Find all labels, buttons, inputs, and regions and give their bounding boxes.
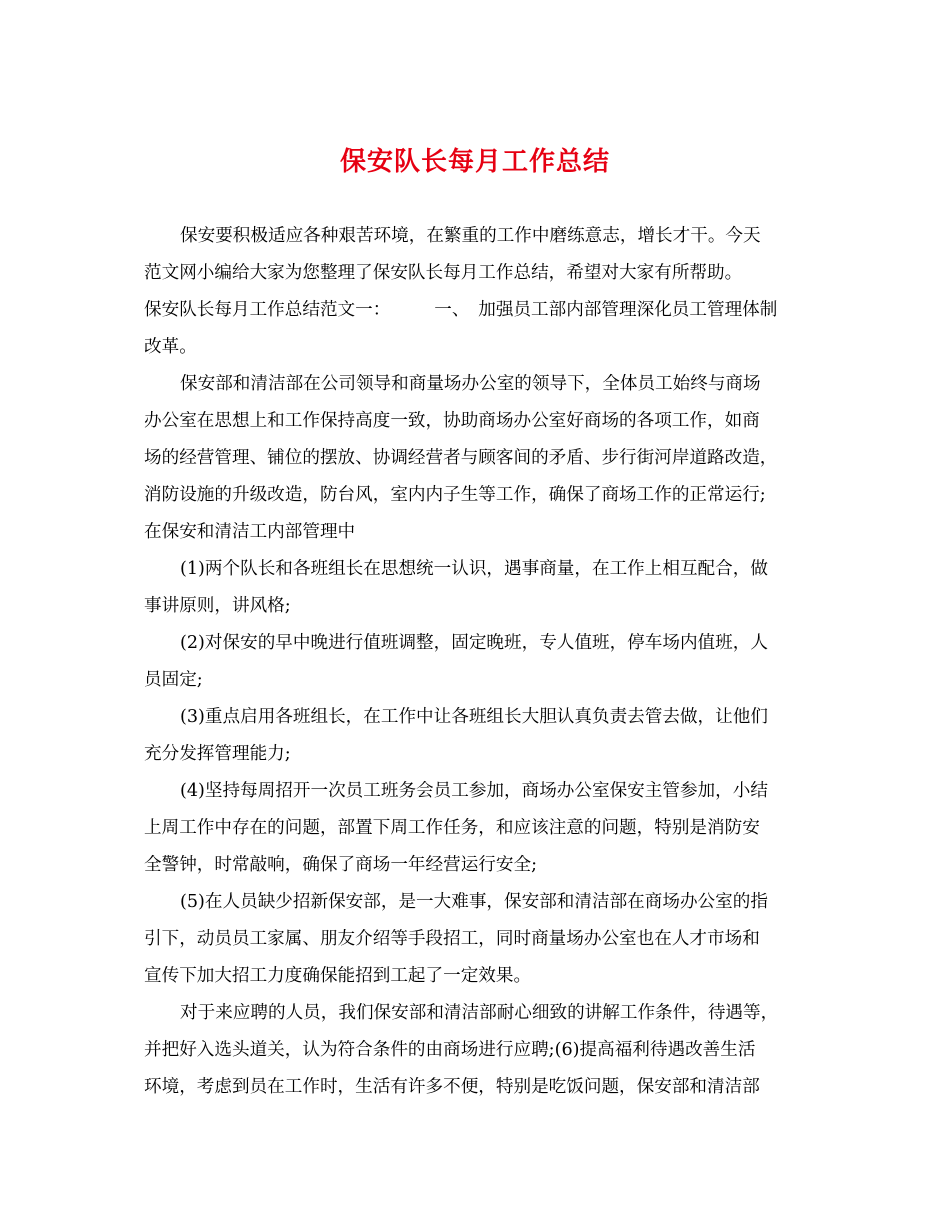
body-line: 宣传下加大招工力度确保能招到工起了一定效果。 [144, 966, 532, 986]
body-line: 改革。 [144, 337, 197, 357]
body-line: 在保安和清洁工内部管理中 [144, 522, 356, 542]
body-line: 并把好入选头道关，认为符合条件的由商场进行应聘;(6)提高福利待遇改善生活 [144, 1040, 756, 1060]
document-body [144, 218, 804, 1106]
body-line: 保安队长每月工作总结范文一： 一、 加强员工部内部管理深化员工管理体制 [144, 300, 778, 320]
body-line: 引下，动员员工家属、朋友介绍等手段招工，同时商量场办公室也在人才市场和 [144, 929, 760, 949]
body-line: 保安要积极适应各种艰苦环境，在繁重的工作中磨练意志，增长才干。今天 [180, 226, 761, 246]
body-line: 员固定; [144, 670, 203, 690]
body-line: 充分发挥管理能力; [144, 744, 291, 764]
body-line: 范文网小编给大家为您整理了保安队长每月工作总结，希望对大家有所帮助。 [144, 263, 743, 283]
body-line: 办公室在思想上和工作保持高度一致，协助商场办公室好商场的各项工作，如商 [144, 411, 760, 431]
body-line: (4)坚持每周招开一次员工班务会员工参加，商场办公室保安主管参加，小结 [180, 781, 768, 801]
body-line: 消防设施的升级改造，防台风，室内内子生等工作，确保了商场工作的正常运行; [144, 485, 766, 505]
body-line: (3)重点启用各班组长，在工作中让各班组长大胆认真负责去管去做，让他们 [180, 707, 768, 727]
body-line: 事讲原则，讲风格; [144, 596, 291, 616]
body-line: (5)在人员缺少招新保安部，是一大难事，保安部和清洁部在商场办公室的指 [180, 892, 768, 912]
body-line: (2)对保安的早中晚进行值班调整，固定晚班，专人值班，停车场内值班，人 [180, 633, 768, 653]
body-line: 场的经营管理、铺位的摆放、协调经营者与顾客间的矛盾、步行街河岸道路改造， [144, 448, 778, 468]
body-line: 上周工作中存在的问题，部置下周工作任务，和应该注意的问题，特别是消防安 [144, 818, 760, 838]
body-line: (1)两个队长和各班组长在思想统一认识，遇事商量，在工作上相互配合，做 [180, 559, 768, 579]
body-line: 环境，考虑到员在工作时，生活有许多不便，特别是吃饭问题，保安部和清洁部 [144, 1077, 760, 1097]
body-line: 保安部和清洁部在公司领导和商量场办公室的领导下，全体员工始终与商场 [180, 374, 761, 394]
document-title: 保安队长每月工作总结 [339, 147, 610, 177]
body-line: 全警钟，时常敲响，确保了商场一年经营运行安全; [144, 855, 537, 875]
body-line: 对于来应聘的人员，我们保安部和清洁部耐心细致的讲解工作条件，待遇等， [180, 1003, 779, 1023]
